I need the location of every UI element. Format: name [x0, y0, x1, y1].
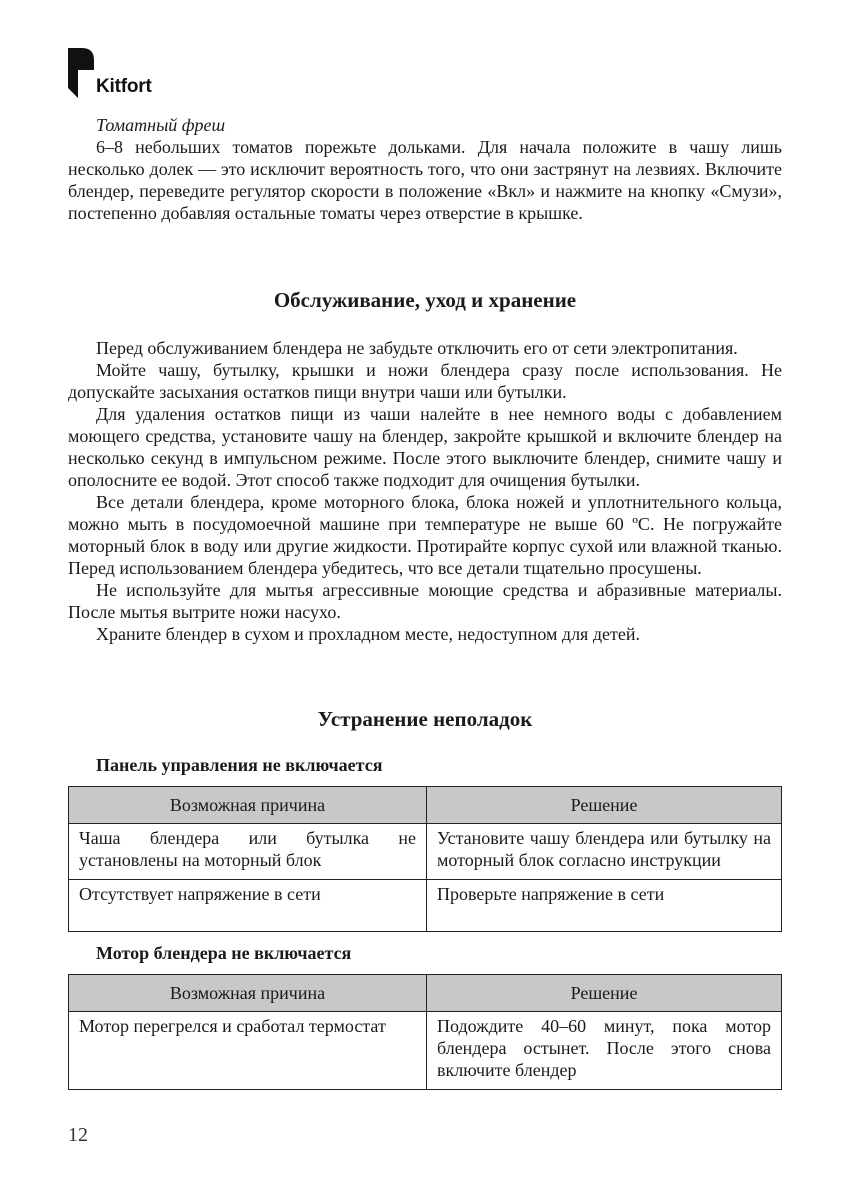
section-title-motor: Мотор блендера не включается: [96, 943, 352, 963]
table-row: [69, 880, 782, 932]
section-title-panel: Панель управления не включается: [96, 755, 383, 775]
kitfort-logo: [68, 48, 188, 98]
troubleshooting-heading: Устранение неполадок: [317, 707, 533, 731]
maintenance-paragraph: Для удаления остатков пищи из чаши налейте в нее немного воды с добавлением моющего средства, установите чашу на блендер, закройте крышкой и включите блендер на несколько секунд в импульсном режиме. После этого выключите блендер, снимите чашу и ополосните ее водой. Этот способ также подходит для очищения бутылки.: [68, 404, 782, 490]
maintenance-paragraph: Мойте чашу, бутылку, крышки и ножи блендера сразу после использования. Не допускайте засыхания остатков пищи внутри чаши или бутылки.: [68, 360, 782, 402]
maintenance-paragraph: Храните блендер в сухом и прохладном месте, недоступном для детей.: [96, 624, 640, 644]
troubleshooting-table-panel: [68, 786, 782, 932]
recipe-text: 6–8 небольших томатов порежьте дольками. Для начала положите в чашу лишь несколько долек — это исключит вероятность того, что они застрянут на лезвиях. Включите блендер, переведите регулятор скорости в положение «Вкл» и нажмите на кнопку «Смузи», постепенно добавляя остальные томаты через отверстие в крышке.: [68, 137, 782, 223]
cause-cell: Мотор перегрелся и сработал термостат: [69, 1012, 427, 1090]
troubleshooting-table-motor: [68, 974, 782, 1090]
maintenance-paragraph: Перед обслуживанием блендера не забудьте отключить его от сети электропитания.: [96, 338, 738, 358]
cause-cell: Отсутствует напряжение в сети: [69, 880, 427, 932]
maintenance-heading: Обслуживание, уход и хранение: [273, 288, 577, 312]
header-solution: Решение: [427, 975, 782, 1012]
table-row: [69, 824, 782, 880]
cause-cell: Чаша блендера или бутылка не установлены на моторный блок: [69, 824, 427, 880]
table-row: [69, 1012, 782, 1090]
maintenance-paragraph: Не используйте для мытья агрессивные моющие средства и абразивные материалы. После мытья вытрите ножи насухо.: [68, 580, 782, 622]
brand-name: Kitfort: [96, 76, 152, 97]
table-header-row: [69, 975, 782, 1012]
table-header-row: [69, 787, 782, 824]
solution-cell: Проверьте напряжение в сети: [427, 880, 782, 932]
solution-cell: Подождите 40–60 минут, пока мотор блендера остынет. После этого снова включите блендер: [427, 1012, 782, 1090]
kitfort-logo-icon: [68, 48, 94, 98]
page-number: 12: [68, 1124, 88, 1146]
header-solution: Решение: [427, 787, 782, 824]
header-cause: Возможная причина: [69, 975, 427, 1012]
recipe-title: Томатный фреш: [96, 115, 226, 135]
solution-cell: Установите чашу блендера или бутылку на моторный блок согласно инструкции: [427, 824, 782, 880]
page-content: [68, 114, 782, 1090]
header-cause: Возможная причина: [69, 787, 427, 824]
maintenance-paragraph: Все детали блендера, кроме моторного блока, блока ножей и уплотнительного кольца, можно мыть в посудомоечной машине при температуре не выше 60 ºC. Не погружайте моторный блок в воду или другие жидкости. Протирайте корпус сухой или влажной тканью. Перед использованием блендера убедитесь, что все детали тщательно просушены.: [68, 492, 782, 578]
